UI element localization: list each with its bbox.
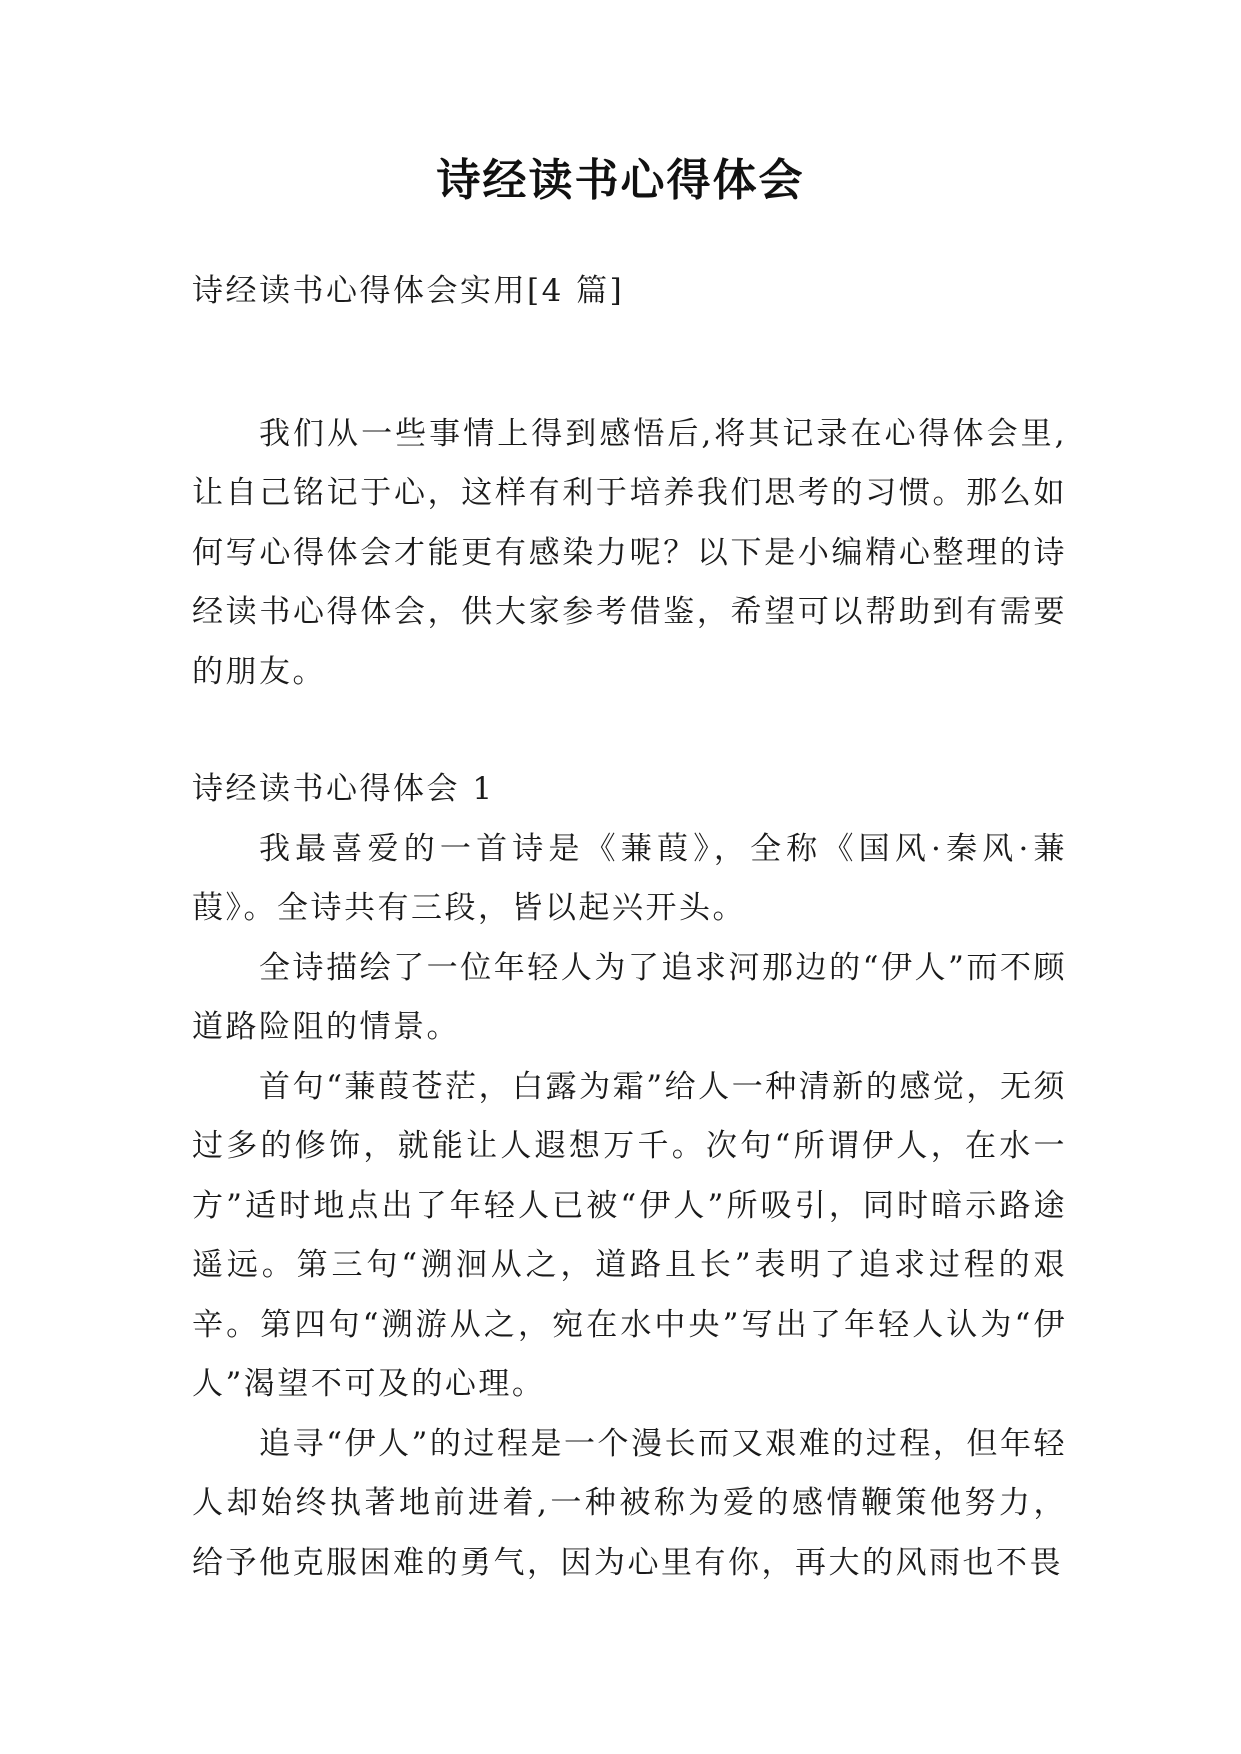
document-subtitle: 诗经读书心得体会实用[4 篇] [192,273,625,309]
section-paragraph: 追寻“伊人”的过程是一个漫长而又艰难的过程，但年轻人却始终执著地前进着,一种被称为爱的感情鞭策他努力，给予他克服困难的勇气，因为心里有你，再大的风雨也不畏 [192,1425,1067,1581]
section-1 [192,760,1067,1593]
document-title: 诗经读书心得体会 [436,155,805,206]
section-heading: 诗经读书心得体会 1 [192,771,495,807]
document-body [192,262,1067,1593]
section-paragraph: 首句“蒹葭苍茫，白露为霜”给人一种清新的感觉，无须过多的修饰，就能让人遐想万千。次句“所谓伊人，在水一方”适时地点出了年轻人已被“伊人”所吸引，同时暗示路途遥远。第三句“溯洄从之，道路且长”表明了追求过程的艰辛。第四句“溯游从之，宛在水中央”写出了年轻人认为“伊人”渴望不可及的心理。 [192,1068,1067,1402]
intro-paragraph: 我们从一些事情上得到感悟后,将其记录在心得体会里,让自己铭记于心，这样有利于培养我们思考的习惯。那么如何写心得体会才能更有感染力呢？以下是小编精心整理的诗经读书心得体会，供大家参考借鉴，希望可以帮助到有需要的朋友。 [192,415,1067,690]
section-paragraph: 全诗描绘了一位年轻人为了追求河那边的“伊人”而不顾道路险阻的情景。 [192,949,1067,1045]
section-paragraph: 我最喜爱的一首诗是《蒹葭》，全称《国风·秦风·蒹葭》。全诗共有三段，皆以起兴开头。 [192,830,1067,926]
